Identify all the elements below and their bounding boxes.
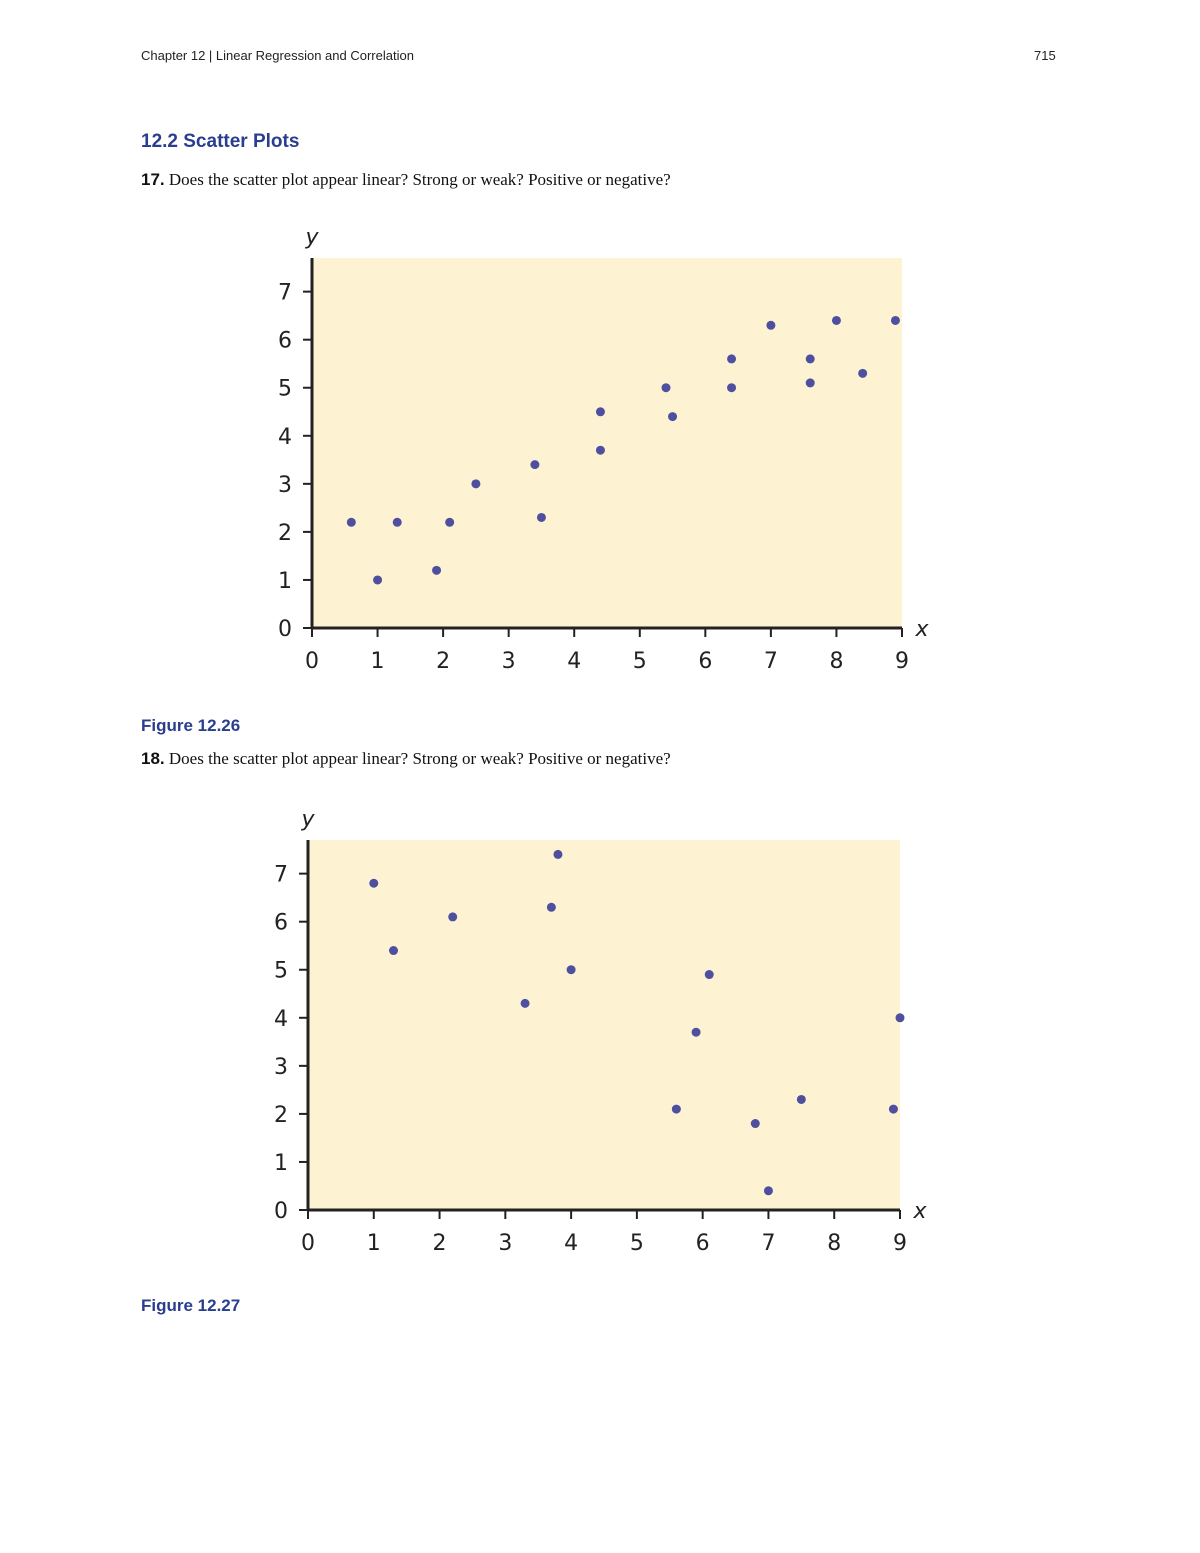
page-number: 715 [1034, 48, 1056, 63]
y-tick-label: 0 [278, 617, 292, 642]
data-point [596, 407, 605, 416]
x-tick-label: 8 [827, 1231, 842, 1256]
section-title: 12.2 Scatter Plots [141, 131, 300, 152]
scatter-chart-1 [240, 220, 960, 700]
y-tick-label: 5 [274, 958, 288, 984]
x-tick-label: 9 [893, 1231, 907, 1256]
data-point [832, 316, 841, 325]
data-point [432, 566, 441, 575]
data-point [806, 378, 815, 387]
question-number: 17. [141, 170, 165, 189]
x-tick-label: 4 [564, 1231, 579, 1256]
data-point [389, 946, 398, 955]
x-tick-label: 7 [761, 1231, 776, 1256]
x-tick-label: 0 [301, 1231, 315, 1256]
x-axis-label: x [915, 617, 929, 642]
plot-area [308, 840, 900, 1210]
data-point [806, 354, 815, 363]
x-axis-label: x [913, 1199, 927, 1224]
data-point [889, 1105, 898, 1114]
data-point [727, 354, 736, 363]
x-tick-label: 0 [305, 649, 319, 674]
x-tick-label: 5 [632, 649, 647, 674]
y-tick-label: 1 [274, 1150, 288, 1176]
x-tick-label: 1 [366, 1231, 381, 1256]
y-axis-label: y [301, 807, 315, 832]
data-point [393, 518, 402, 527]
x-tick-label: 5 [629, 1231, 644, 1256]
data-point [751, 1119, 760, 1128]
data-point [668, 412, 677, 421]
y-tick-label: 7 [274, 862, 288, 888]
data-point [896, 1013, 905, 1022]
y-tick-label: 4 [274, 1006, 288, 1032]
x-tick-label: 1 [370, 649, 385, 674]
figure-label-1: Figure 12.26 [141, 716, 241, 735]
data-point [662, 383, 671, 392]
scatter-chart-1-svg [240, 220, 960, 700]
data-point [567, 965, 576, 974]
x-tick-label: 3 [498, 1231, 513, 1256]
x-tick-label: 7 [763, 649, 778, 674]
data-point [537, 513, 546, 522]
x-tick-label: 2 [436, 649, 451, 674]
figure-label-2: Figure 12.27 [141, 1296, 241, 1315]
x-tick-label: 3 [501, 649, 516, 674]
y-tick-label: 6 [278, 328, 292, 354]
y-tick-label: 3 [274, 1054, 288, 1080]
y-tick-label: 4 [278, 424, 292, 450]
data-point [891, 316, 900, 325]
x-tick-label: 9 [895, 649, 909, 674]
data-point [858, 369, 867, 378]
data-point [596, 446, 605, 455]
data-point [547, 903, 556, 912]
data-point [766, 321, 775, 330]
data-point [727, 383, 736, 392]
y-tick-label: 0 [274, 1199, 288, 1224]
data-point [672, 1105, 681, 1114]
question-text: Does the scatter plot appear linear? Strong or weak? Positive or negative? [168, 170, 671, 189]
data-point [553, 850, 562, 859]
y-tick-label: 2 [274, 1102, 288, 1128]
y-tick-label: 3 [278, 472, 292, 498]
x-tick-label: 6 [695, 1231, 710, 1256]
data-point [369, 879, 378, 888]
question-number: 18. [141, 749, 165, 768]
data-point [705, 970, 714, 979]
y-tick-label: 5 [278, 376, 292, 402]
data-point [692, 1028, 701, 1037]
data-point [797, 1095, 806, 1104]
y-axis-label: y [305, 225, 319, 250]
data-point [530, 460, 539, 469]
x-tick-label: 4 [567, 649, 582, 674]
x-tick-label: 2 [432, 1231, 447, 1256]
y-tick-label: 1 [278, 568, 292, 594]
data-point [445, 518, 454, 527]
scatter-chart-2 [240, 800, 960, 1280]
data-point [347, 518, 356, 527]
y-tick-label: 7 [278, 280, 292, 306]
data-point [471, 479, 480, 488]
plot-area [312, 258, 902, 628]
scatter-chart-2-svg [240, 800, 960, 1280]
data-point [373, 575, 382, 584]
data-point [521, 999, 530, 1008]
y-tick-label: 2 [278, 520, 292, 546]
data-point [448, 912, 457, 921]
x-tick-label: 8 [829, 649, 844, 674]
question-17 [141, 170, 671, 190]
question-18 [141, 749, 671, 769]
data-point [764, 1186, 773, 1195]
chapter-header: Chapter 12 | Linear Regression and Correlation [141, 48, 414, 63]
question-text: Does the scatter plot appear linear? Strong or weak? Positive or negative? [168, 749, 671, 768]
y-tick-label: 6 [274, 910, 288, 936]
x-tick-label: 6 [698, 649, 713, 674]
